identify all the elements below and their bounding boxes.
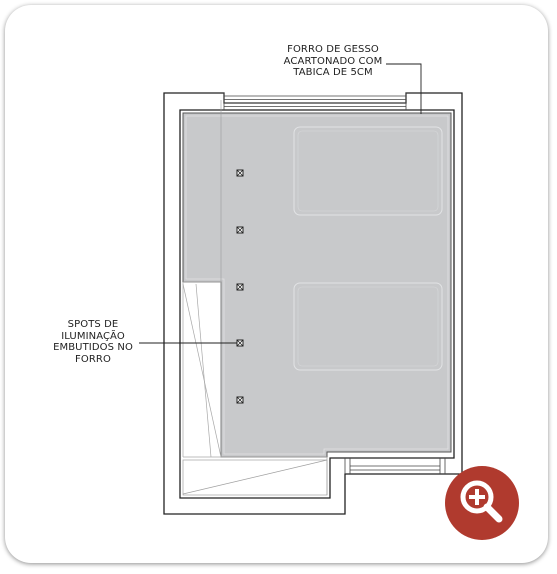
zoom-button[interactable] [445,466,519,540]
callout-line: FORRO DE GESSO [287,44,379,55]
spot-light [237,227,243,233]
callout-line: SPOTS DE [67,319,119,330]
ceiling-area [183,113,451,457]
spot-light [237,340,243,346]
top-window [224,93,406,110]
bottom-window [345,458,445,474]
spot-light [237,284,243,290]
spot-light [237,170,243,176]
callout-line: ACARTONADO COM [283,55,383,67]
callout-line: EMBUTIDOS NO [53,342,133,353]
callout-line: ILUMINAÇÃO [61,330,125,342]
spots-callout [50,319,136,365]
callout-line: FORRO [75,353,111,365]
ceiling-callout [274,44,392,79]
door [183,457,327,495]
callout-line: TABICA DE 5CM [293,67,373,78]
spot-light [237,397,243,403]
